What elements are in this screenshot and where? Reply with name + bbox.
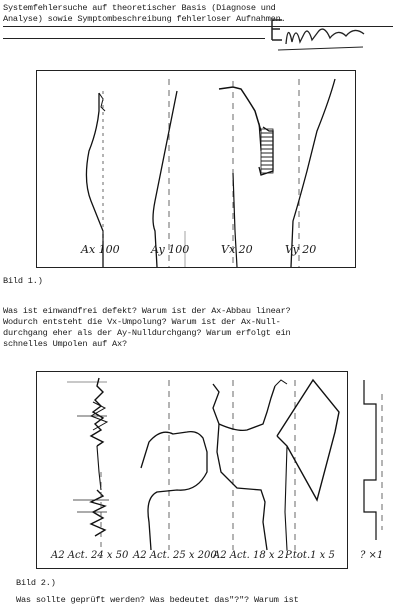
question-1-line-2: Wodurch entsteht die Vx-Umpolung? Warum ist der Ax-Null- — [3, 317, 281, 327]
trace-vx — [219, 81, 273, 267]
label-a2-act-18: A2 Act. 18 x 2 — [213, 550, 285, 561]
question-1-line-4: schnelles Umpolen auf Ax? — [3, 339, 127, 349]
figure-1-traces — [37, 71, 355, 267]
question-block-1 — [3, 306, 291, 350]
trace-ax — [86, 91, 105, 267]
side-label: ? ×1 — [360, 550, 384, 561]
question-1-line-1: Was ist einwandfrei defekt? Warum ist der Ax-Abbau linear? — [3, 306, 291, 316]
signature — [268, 14, 368, 54]
label-ay: Ay 100 — [151, 243, 190, 256]
header-underline-2 — [3, 38, 265, 39]
label-vx: Vx 20 — [221, 243, 253, 256]
figure-1 — [36, 70, 356, 268]
side-square-wave — [356, 380, 400, 540]
label-a2-act-24: A2 Act. 24 x 50 — [51, 550, 129, 561]
trace-a2-act-25 — [141, 380, 207, 550]
figure-2-traces — [37, 372, 347, 568]
label-ax: Ax 100 — [81, 243, 120, 256]
trace-a2-act-18 — [213, 380, 287, 550]
trace-ay — [153, 79, 177, 267]
header-line-1: Systemfehlersuche auf theoretischer Basis (Diagnose und — [3, 3, 276, 13]
label-p-tot: P.tot.1 x 5 — [285, 550, 335, 561]
trace-vy — [291, 79, 335, 267]
figure-2 — [36, 371, 348, 569]
label-vy: Vy 20 — [285, 243, 317, 256]
caption-bild-2: Bild 2.) — [16, 578, 56, 588]
trace-a2-act-24 — [67, 378, 109, 550]
question-2: Was sollte geprüft werden? Was bedeutet das"?"? Warum ist — [16, 595, 299, 605]
label-a2-act-25: A2 Act. 25 x 200 — [133, 550, 217, 561]
header-line-2: Analyse) sowie Symptombeschreibung fehlerloser Aufnahmen. — [3, 14, 286, 24]
caption-bild-1: Bild 1.) — [3, 276, 43, 286]
question-1-line-3: durchgang eher als der Ay-Nulldurchgang? Warum erfolgt ein — [3, 328, 291, 338]
trace-p-tot — [277, 380, 339, 550]
